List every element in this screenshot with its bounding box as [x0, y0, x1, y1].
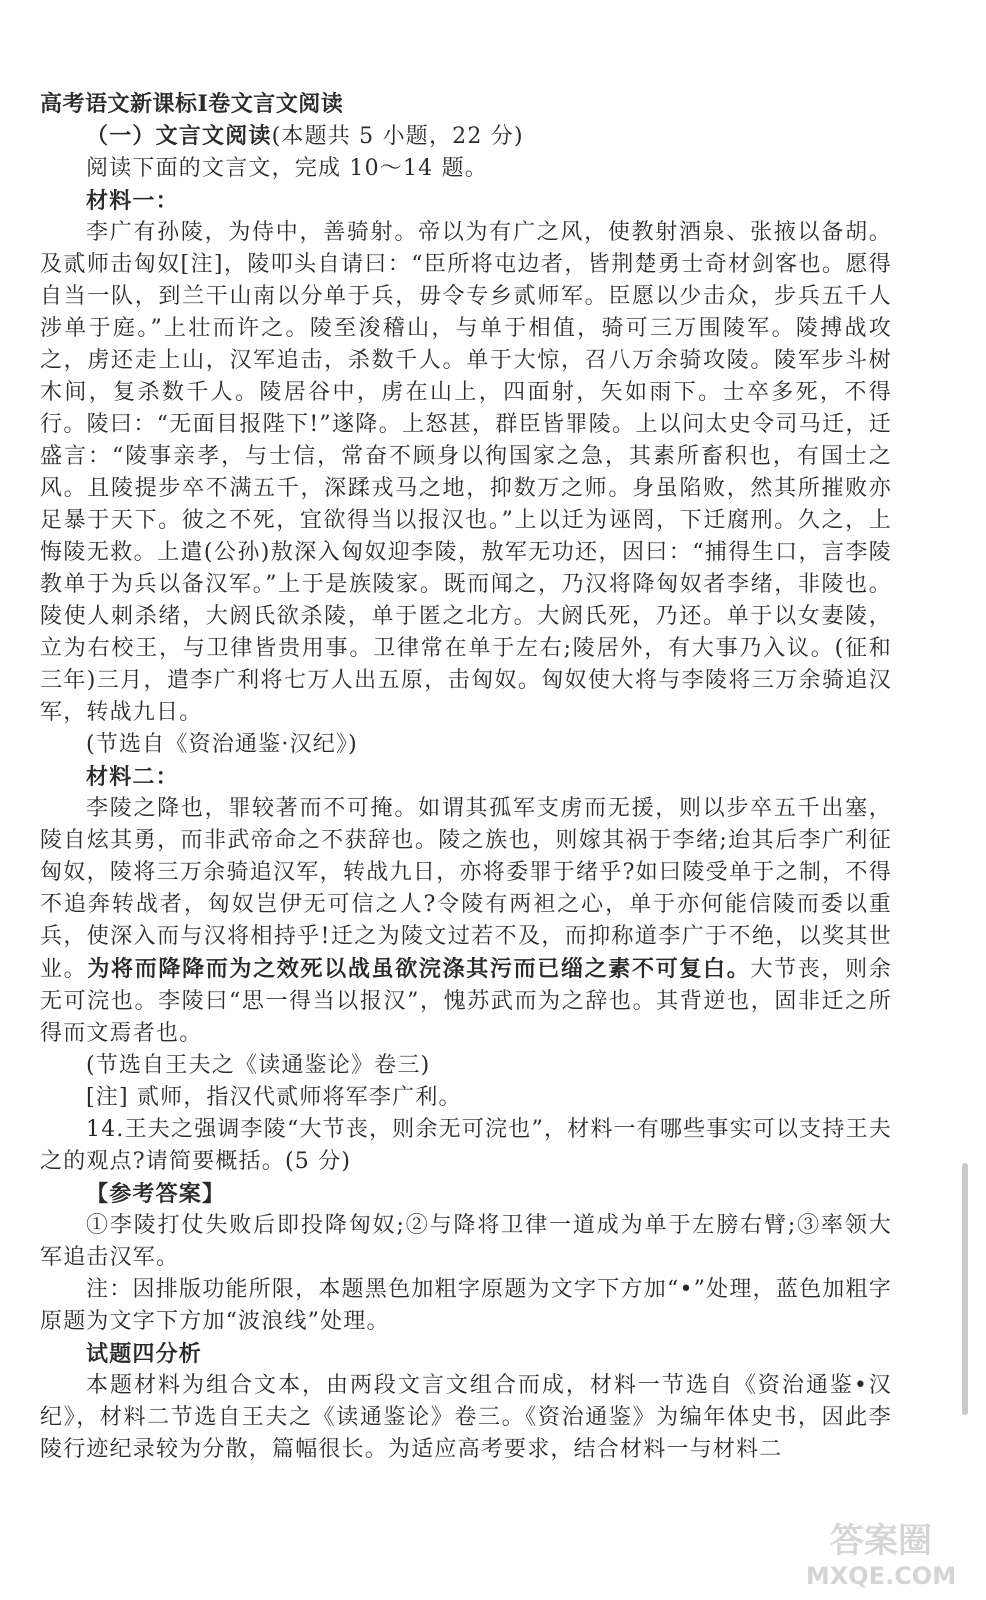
document-body	[40, 88, 892, 1466]
material2-text-bold: 为将而降降而为之效死以战虽欲浣涤其污而已缁之素不可复白。	[87, 956, 751, 982]
material2-heading: 材料二：	[86, 764, 179, 790]
document-title: 高考语文新课标Ⅰ卷文言文阅读	[40, 91, 344, 117]
material1-heading: 材料一：	[86, 188, 179, 214]
material1-source: (节选自《资治通鉴·汉纪》)	[86, 732, 358, 757]
instruction: 阅读下面的文言文，完成 10～14 题。	[86, 156, 488, 181]
watermark-top-text: 答案圈	[830, 1521, 932, 1561]
section-line	[40, 120, 892, 153]
answer-text: ①李陵打仗失败后即投降匈奴;②与降将卫律一道成为单于左膀右臂;③率领大军追击汉军。	[40, 1213, 892, 1270]
material2-text-b: 大节丧，则余无可浣也。李陵曰“思一得当以报汉”，愧苏武而为之辞也。其背逆也，固非迁之所得而文焉者也。	[40, 957, 892, 1046]
material2-text-a: 李陵之降也，罪较著而不可掩。如谓其孤军支虏而无援，则以步卒五千出塞，陵自炫其勇，而非武帝命之不获辞也。陵之族也，则嫁其祸于李绪;迨其后李广利征匈奴，陵将三万余骑追汉军，转战九日，亦将委罪于绪乎?如曰陵受单于之制，不得不追奔转战者，匈奴岂伊无可信之人?令陵有两袒之心，单于亦何能信陵而委以重兵，使深入而与汉将相持乎!迁之为陵文过若不及，而抑称道李广于不绝，以奖其世业。	[40, 796, 892, 982]
analysis-heading: 试题四分析	[86, 1341, 203, 1367]
scrollbar-thumb[interactable]	[962, 1163, 968, 1415]
material2-paragraph	[40, 793, 892, 1050]
material2-source: (节选自王夫之《读通鉴论》卷三)	[86, 1053, 431, 1078]
annotation-note: [注] 贰师，指汉代贰师将军李广利。	[86, 1085, 462, 1110]
analysis-text: 本题材料为组合文本，由两段文言文组合而成，材料一节选自《资治通鉴•汉纪》，材料二节选自王夫之《读通鉴论》卷三。《资治通鉴》为编年体史书，因此李陵行迹纪录较为分散，篇幅很长。为适应高考要求，结合材料一与材料二	[40, 1373, 892, 1462]
section-note: (本题共 5 小题，22 分)	[271, 124, 524, 149]
question-14: 14.王夫之强调李陵“大节丧，则余无可浣也”，材料一有哪些事实可以支持王夫之的观点?请简要概括。(5 分)	[40, 1117, 892, 1174]
watermark-logo	[796, 1512, 966, 1592]
answer-heading: 【参考答案】	[86, 1181, 226, 1207]
watermark-bottom-text: MXQE.COM	[805, 1562, 957, 1590]
section-heading: （一）文言文阅读	[86, 123, 272, 149]
material1-text: 李广有孙陵，为侍中，善骑射。帝以为有广之风，使教射酒泉、张掖以备胡。及贰师击匈奴[注]，陵叩头自请曰：“臣所将屯边者，皆荆楚勇士奇材剑客也。愿得自当一队，到兰干山南以分单于兵，毋令专乡贰师军。臣愿以少击众，步兵五千人涉单于庭。”上壮而许之。陵至浚稽山，与单于相值，骑可三万围陵军。陵搏战攻之，虏还走上山，汉军追击，杀数千人。单于大惊，召八万余骑攻陵。陵军步斗树木间，复杀数千人。陵居谷中，虏在山上，四面射，矢如雨下。士卒多死，不得行。陵曰：“无面目报陛下!”遂降。上怒甚，群臣皆罪陵。上以问太史令司马迁，迁盛言：“陵事亲孝，与士信，常奋不顾身以徇国家之急，其素所畜积也，有国士之风。且陵提步卒不满五千，深蹂戎马之地，抑数万之师。身虽陷败，然其所摧败亦足暴于天下。彼之不死，宜欲得当以报汉也。”上以迁为诬罔，下迁腐刑。久之，上悔陵无救。上遣(公孙)敖深入匈奴迎李陵，敖军无功还，因曰：“捕得生口，言李陵教单于为兵以备汉军。”上于是族陵家。既而闻之，乃汉将降匈奴者李绪，非陵也。陵使人刺杀绪，大阏氏欲杀陵，单于匿之北方。大阏氏死，乃还。单于以女妻陵，立为右校王，与卫律皆贵用事。卫律常在单于左右;陵居外，有大事乃入议。(征和三年)三月，遣李广利将七万人出五原，击匈奴。匈奴使大将与李陵将三万余骑追汉军，转战九日。	[40, 220, 892, 725]
typeset-note: 注：因排版功能所限，本题黑色加粗字原题为文字下方加“•”处理，蓝色加粗字原题为文字下方加“波浪线”处理。	[40, 1277, 892, 1334]
